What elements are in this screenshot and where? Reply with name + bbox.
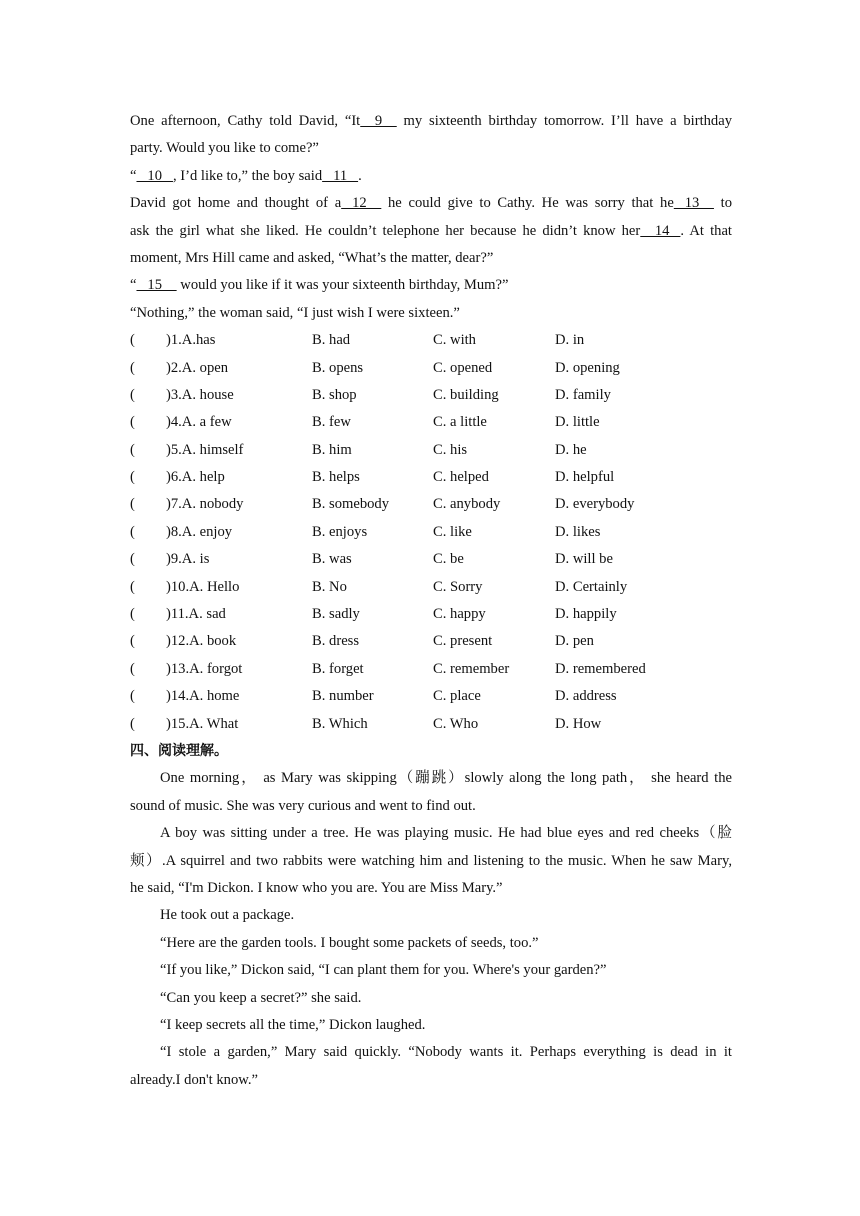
answer-paren: (	[130, 469, 135, 486]
document-content	[130, 108, 732, 1094]
answer-paren: (	[130, 496, 135, 513]
option-d: D. in	[555, 332, 585, 349]
option-a: )2.A. open	[166, 359, 229, 376]
cloze-text: ask the girl what she liked. He couldn’t telephone her because he didn’t know her	[130, 222, 641, 239]
reading-paragraph-5: “If you like,” Dickon said, “I can plant them for you. Where's your garden?”	[160, 962, 607, 979]
option-a: )6.A. help	[166, 469, 225, 486]
option-d: D. opening	[555, 359, 620, 376]
option-d: D. family	[555, 386, 611, 403]
blank-14: 14	[640, 222, 681, 239]
cloze-paragraph-5: “Nothing,” the woman said, “I just wish I were sixteen.”	[130, 304, 460, 321]
cloze-paragraph-3-line-1	[130, 190, 732, 217]
option-b: B. was	[312, 551, 352, 568]
answer-paren: (	[130, 551, 135, 568]
option-a: )7.A. nobody	[166, 496, 244, 513]
option-b: B. dress	[312, 633, 360, 650]
option-row	[130, 519, 732, 546]
option-c: C. happy	[433, 606, 486, 623]
option-b: B. enjoys	[312, 523, 368, 540]
cloze-text: .	[358, 167, 362, 184]
option-b: B. few	[312, 414, 351, 431]
option-d: D. pen	[555, 633, 594, 650]
answer-paren: (	[130, 359, 135, 376]
answer-paren: (	[130, 441, 135, 458]
option-b: B. shop	[312, 386, 357, 403]
cloze-text: “	[130, 277, 137, 294]
blank-9: 9	[360, 113, 397, 129]
option-c: C. place	[433, 688, 481, 705]
option-b: B. him	[312, 441, 352, 458]
option-b: B. had	[312, 332, 351, 349]
option-row	[130, 464, 732, 491]
option-d: D. everybody	[555, 496, 635, 513]
blank-12: 12	[341, 195, 382, 212]
option-d: D. How	[555, 715, 602, 732]
option-a: )8.A. enjoy	[166, 523, 233, 540]
cloze-paragraph-2	[130, 163, 732, 190]
option-row	[130, 327, 732, 354]
reading-paragraph-4: “Here are the garden tools. I bought some packets of seeds, too.”	[160, 934, 539, 951]
cloze-paragraph-1-line-2: party. Would you like to come?”	[130, 140, 319, 157]
reading-paragraph-8-line-1: “I stole a garden,” Mary said quickly. “Nobody wants it. Perhaps everything is dead in it	[160, 1044, 732, 1061]
option-c: C. remember	[433, 660, 510, 677]
option-c: C. a little	[433, 414, 487, 431]
option-d: D. Certainly	[555, 578, 628, 595]
option-row	[130, 355, 732, 382]
cloze-text: David got home and thought of a	[130, 195, 342, 212]
option-a: )13.A. forgot	[166, 660, 243, 677]
cloze-paragraph-3-line-3: moment, Mrs Hill came and asked, “What’s the matter, dear?”	[130, 249, 494, 266]
option-c: C. with	[433, 332, 476, 349]
option-row	[130, 656, 732, 683]
reading-paragraph-2-line-3: he said, “I'm Dickon. I know who you are. You are Miss Mary.”	[130, 879, 503, 896]
answer-paren: (	[130, 606, 135, 623]
cloze-text: to	[713, 195, 732, 212]
cloze-text: would you like if it was your sixteenth birthday, Mum?”	[176, 277, 509, 294]
answer-paren: (	[130, 414, 135, 431]
option-b: B. number	[312, 688, 374, 705]
option-row	[130, 437, 732, 464]
answer-paren: (	[130, 332, 135, 349]
answer-paren: (	[130, 660, 135, 677]
option-d: D. remembered	[555, 660, 646, 677]
reading-paragraph-6: “Can you keep a secret?” she said.	[160, 989, 362, 1006]
answer-paren: (	[130, 578, 135, 595]
reading-paragraph-8-line-2: already.I don't know.”	[130, 1071, 258, 1088]
blank-10: 10	[136, 167, 173, 184]
blank-15: 15	[136, 277, 177, 294]
option-c: C. be	[433, 551, 464, 568]
answer-paren: (	[130, 386, 135, 403]
cloze-text: One afternoon, Cathy told David, “It	[130, 113, 361, 129]
option-d: D. likes	[555, 523, 601, 540]
option-row	[130, 601, 732, 628]
option-b: B. Which	[312, 715, 368, 732]
reading-paragraph-1-line-1: One morning， as Mary was skipping（蹦跳）slowly along the long path， she heard the	[160, 770, 732, 787]
reading-paragraph-7: “I keep secrets all the time,” Dickon laughed.	[160, 1016, 426, 1033]
option-a: )12.A. book	[166, 633, 237, 650]
cloze-text: , I’d like to,” the boy said	[172, 167, 323, 184]
option-a: )11.A. sad	[166, 606, 226, 623]
option-row	[130, 409, 732, 436]
blank-13: 13	[673, 195, 714, 212]
blank-11: 11	[322, 167, 359, 184]
cloze-paragraph-1-line-1	[130, 108, 732, 135]
option-c: C. present	[433, 633, 493, 650]
option-row	[130, 382, 732, 409]
option-row	[130, 628, 732, 655]
option-d: D. he	[555, 441, 587, 458]
answer-paren: (	[130, 523, 135, 540]
reading-paragraph-3: He took out a package.	[160, 907, 295, 924]
cloze-text: he could give to Cathy. He was sorry that he	[381, 195, 674, 212]
option-c: C. Who	[433, 715, 479, 732]
answer-paren: (	[130, 715, 135, 732]
cloze-paragraph-3-line-2	[130, 218, 732, 245]
section-heading: 四、阅读理解。	[130, 742, 228, 759]
option-d: D. happily	[555, 606, 617, 623]
option-c: C. building	[433, 386, 499, 403]
option-c: C. Sorry	[433, 578, 483, 595]
option-b: B. forget	[312, 660, 364, 677]
option-c: C. helped	[433, 469, 489, 486]
options-list	[130, 327, 732, 738]
option-b: B. No	[312, 578, 347, 595]
option-c: C. his	[433, 441, 468, 458]
cloze-text: my sixteenth birthday tomorrow. I’ll have a birthday	[396, 113, 732, 129]
option-a: )15.A. What	[166, 715, 239, 732]
reading-paragraph-2-line-1: A boy was sitting under a tree. He was playing music. He had blue eyes and red cheeks（脸	[160, 825, 732, 842]
option-a: )10.A. Hello	[166, 578, 240, 595]
option-c: C. opened	[433, 359, 493, 376]
option-d: D. address	[555, 688, 617, 705]
option-a: )9.A. is	[166, 551, 210, 568]
option-d: D. helpful	[555, 469, 615, 486]
option-a: )4.A. a few	[166, 414, 232, 431]
option-a: )3.A. house	[166, 386, 234, 403]
option-b: B. somebody	[312, 496, 390, 513]
option-row	[130, 491, 732, 518]
option-row	[130, 683, 732, 710]
option-b: B. helps	[312, 469, 360, 486]
option-row	[130, 711, 732, 738]
cloze-text: “	[130, 167, 137, 184]
option-a: )1.A.has	[166, 332, 216, 349]
reading-paragraph-1-line-2: sound of music. She was very curious and went to find out.	[130, 797, 476, 814]
reading-paragraph-2-line-2: 颊）.A squirrel and two rabbits were watching him and listening to the music. When he saw Mary,	[130, 852, 732, 869]
option-b: B. opens	[312, 359, 364, 376]
answer-paren: (	[130, 688, 135, 705]
answer-paren: (	[130, 633, 135, 650]
option-d: D. little	[555, 414, 600, 431]
option-a: )14.A. home	[166, 688, 240, 705]
cloze-text: . At that	[680, 222, 732, 239]
option-row	[130, 574, 732, 601]
option-c: C. anybody	[433, 496, 501, 513]
option-d: D. will be	[555, 551, 613, 568]
cloze-paragraph-4	[130, 272, 732, 299]
option-c: C. like	[433, 523, 472, 540]
option-a: )5.A. himself	[166, 441, 244, 458]
option-b: B. sadly	[312, 606, 360, 623]
option-row	[130, 546, 732, 573]
